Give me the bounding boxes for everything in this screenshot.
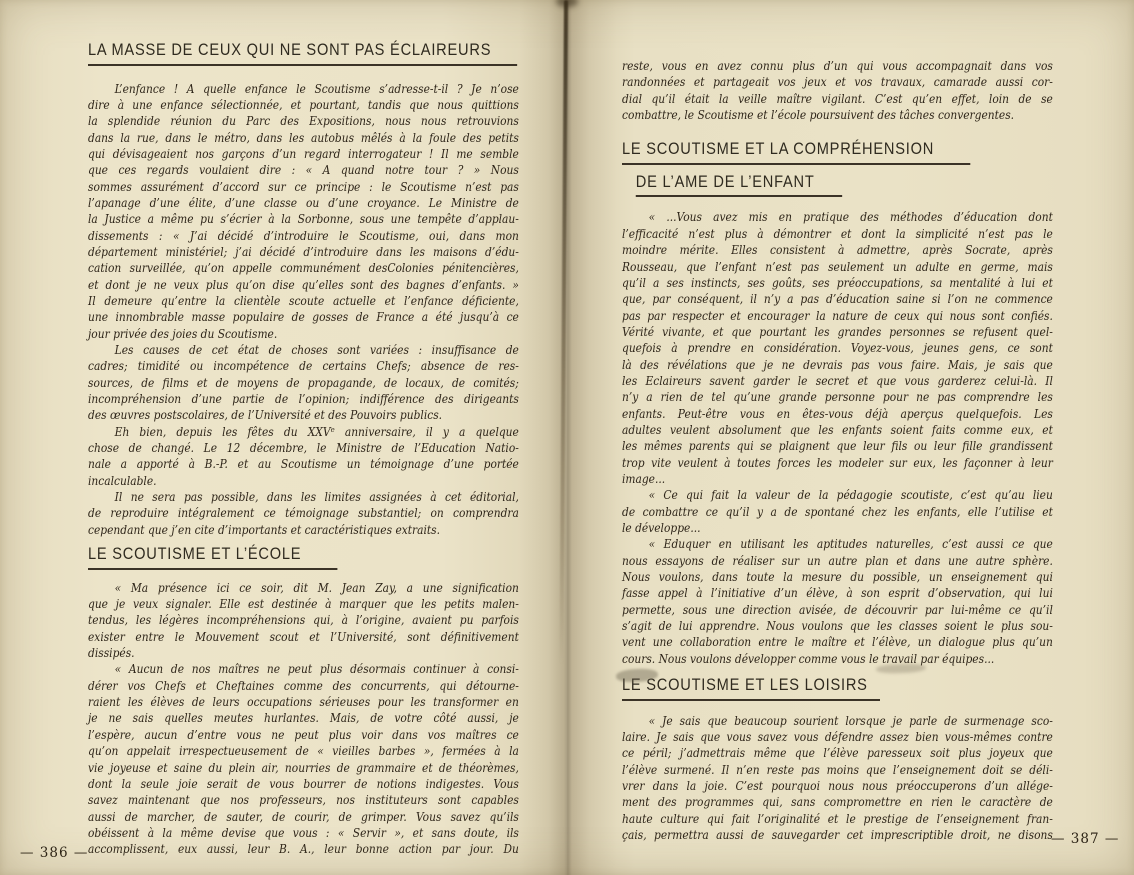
heading-line: DE L’AME DE L’ENFANT [636, 172, 842, 198]
text-line: qu’on appelait irrespectueusement de « vieilles barbes », fermées à la [88, 743, 519, 759]
text-line: je ne sais quelles meutes hurlantes. Mais, de votre côté aussi, je [88, 710, 519, 726]
text-line: çais, permettra aussi de sauvegarder cet imprescriptible droit, ne disons [622, 827, 1053, 843]
text-line: trop vite veulent à toutes forces les modeler sur eux, les façonner à leur [622, 454, 1053, 470]
text-line: incompréhension d’une partie de l’opinion; indifférence des dirigeants [88, 391, 519, 407]
text-line: adultes veulent absolument que les enfants soient faits comme eux, et [622, 421, 1053, 437]
text-line: Nous voulons, dans toute la mesure du possible, un enseignement qui [622, 569, 1053, 585]
text-line: dissipés. [88, 645, 135, 661]
text-line: des œuvres postscolaires, de l’Université et des Pouvoirs publics. [88, 407, 443, 423]
text-line: fasse appel à l’initiative d’un élève, à son esprit d’observation, qui lui [622, 585, 1053, 601]
text-line: « Je sais que beaucoup sourient lorsque je parle de surmenage sco- [648, 712, 1053, 728]
text-line: obéissent à la même devise que vous : « Servir », et sans doute, ils [88, 824, 519, 840]
page-number-left: — 386 — [20, 845, 89, 861]
text-line: nous essayons de réaliser sur un autre plan et dans une autre sphère. [622, 552, 1053, 568]
paragraph [88, 661, 519, 857]
paragraph [622, 713, 1053, 844]
text-line: dire à une enfance sélectionnée, et pourtant, tandis que nous quittions [88, 96, 519, 112]
text-line: L’enfance ! A quelle enfance le Scoutisme s’adresse-t-il ? Je n’ose [114, 80, 519, 96]
text-line: Il ne sera pas possible, dans les limites assignées à cet éditorial, [114, 489, 519, 505]
text-line: s’agit de lui apprendre. Nous voulons que les classes soient le plus sou- [622, 618, 1053, 634]
text-line: que, par conséquent, il n’y a pas d’éducation saine si l’on ne commence [622, 291, 1053, 307]
text-line: une innombrable masse populaire de gosses de France a été jusqu’à ce [88, 309, 519, 325]
book-page-right [567, 0, 1134, 875]
text-line: tendus, les légères incompréhensions qui, à l’origine, avaient pu parfois [88, 612, 519, 628]
text-line: vent une collaboration entre le maître et l’élève, un dialogue plus qu’un [622, 634, 1053, 650]
text-line: savez maintenant que nos professeurs, nos instituteurs sont capables [88, 792, 519, 808]
text-line: quefois à prendre en considération. Voyez-vous, jeunes gens, ce sont [622, 340, 1053, 356]
left-page-text [88, 40, 519, 858]
paragraph [622, 58, 1053, 123]
text-line: reste, vous en avez connu plus d’un qui vous accompagnait dans vos [622, 58, 1053, 73]
text-line: les mêmes parents qui se plaignent que leur fils ou leur fille grandissent [622, 438, 1053, 454]
text-line: « Aucun de nos maîtres ne peut plus désormais continuer à consi- [114, 661, 519, 677]
heading-line: LE SCOUTISME ET LA COMPRÉHENSION [622, 139, 970, 165]
text-line: randonnées et partageait vos jeux et vos travaux, camarade aussi cor- [622, 74, 1053, 90]
text-line: vrer dans la joie. C’est pourquoi nous nous préoccuperons d’un allége- [622, 778, 1053, 794]
text-line: « ...Vous avez mis en pratique des méthodes d’éducation dont [648, 209, 1053, 225]
paragraph [88, 81, 519, 343]
paragraph [622, 209, 1053, 487]
text-line: enfants. Peut-être vous en êtes-vous déjà aperçus quelquefois. Les [622, 405, 1053, 421]
text-line: haute culture qui fait l’originalité et le prestige de l’enseignement fran- [622, 810, 1053, 826]
text-line: Les causes de cet état de choses sont variées : insuffisance de [114, 342, 519, 358]
section-heading [88, 40, 519, 66]
text-line: ce péril; j’admettrais même que l’élève paresseux soit plus joyeux que [622, 745, 1053, 761]
heading-line: LE SCOUTISME ET LES LOISIRS [622, 675, 880, 701]
text-line: Il demeure qu’entre la clientèle scoute actuelle et l’enfance déficiente, [88, 293, 519, 309]
text-line: sources, de films et de moyens de propagande, de locaux, de comités; [88, 374, 519, 390]
paragraph [88, 424, 519, 489]
paragraph [88, 580, 519, 662]
text-line: ment des programmes qui, sans compromettre en rien le caractère de [622, 794, 1053, 810]
text-line: exister entre le Mouvement scout et l’Université, sont définitivement [88, 628, 519, 644]
text-line: accomplissent, eux aussi, leur B. A., leur bonne action par jour. Du [88, 841, 519, 857]
right-page-text [622, 58, 1053, 843]
text-line: cadres; timidité ou incompétence de certains Chefs; absence de res- [88, 358, 519, 374]
text-line: « Eduquer en utilisant les aptitudes naturelles, c’est aussi ce que [648, 536, 1053, 552]
text-line: le développe... [622, 520, 701, 535]
text-line: dérer vos Chefs et Cheftaines comme des concurrents, qui détourne- [88, 677, 519, 693]
text-line: combattre, le Scoutisme et l’école poursuivent des tâches convergentes. [622, 107, 1015, 123]
text-line: département ministériel; j’ai décidé d’introduire dans les maisons d’édu- [88, 243, 519, 259]
section-heading [622, 675, 1053, 701]
text-line: « Ce qui fait la valeur de la pédagogie scoutiste, c’est qu’au lieu [648, 487, 1053, 503]
text-line: les Eclaireurs savent garder le secret et que vous garderez celui-là. Il [622, 372, 1053, 388]
paragraph [88, 342, 519, 424]
section-heading [88, 544, 519, 570]
text-line: l’apanage d’une élite, d’une classe ou d’une croyance. Le Ministre de [88, 194, 519, 210]
text-line: jour privée des joies du Scoutisme. [88, 325, 278, 341]
text-line: pas par respecter et encourager la nature de ceux qui nous sont confiés. [622, 307, 1053, 323]
text-line: l’efficacité n’est plus à démontrer et dont la simplicité n’est pas le [622, 225, 1053, 241]
text-line: cours. Nous voulons développer comme vous le travail par équipes... [622, 650, 995, 666]
text-line: sommes assurément d’accord sur ce principe : le Scoutisme n’est pas [88, 178, 519, 194]
text-line: moindre mérite. Elles consistent à admettre, après Socrate, après [622, 242, 1053, 258]
text-line: permette, sous une direction avisée, de découvrir par lui-même ce qu’il [622, 601, 1053, 617]
text-line: dissements : « J’ai décidé d’introduire le Scoutisme, oui, dans mon [88, 227, 519, 243]
text-line: dans la rue, dans le métro, dans les autobus mêlés à la foule des petits [88, 129, 519, 145]
text-line: la splendide réunion du Parc des Expositions, nous nous retrouvions [88, 113, 519, 129]
text-line: Eh bien, depuis les fêtes du XXVᵉ anniversaire, il y a quelque [114, 423, 519, 439]
text-line: et dont je ne veux plus qu’on dise qu’elles sont des bagnes d’enfants. » [88, 276, 519, 292]
text-line: de combattre ce qu’il y a de spontané chez les enfants, elle l’utilise et [622, 503, 1053, 519]
text-line: chose de changé. Le 12 décembre, le Ministre de l’Education Natio- [88, 440, 519, 456]
paragraph [622, 487, 1053, 536]
text-line: de reproduire intégralement ce témoignage substantiel; on comprendra [88, 505, 519, 521]
paragraph [622, 536, 1053, 667]
text-line: « Ma présence ici ce soir, dit M. Jean Zay, a une signification [114, 579, 519, 595]
text-line: là des révélations que je ne devrais pas vous faire. Mais, je sais que [622, 356, 1053, 372]
text-line: cependant que j’en cite d’importants et caractéristiques extraits. [88, 521, 441, 537]
text-line: incalculable. [88, 472, 157, 488]
text-line: Vérité vivante, et que pourtant les grandes personnes se refusent quel- [622, 323, 1053, 339]
text-line: dont la seule joie serait de vous bourrer de notions indigestes. Vous [88, 775, 519, 791]
section-heading [622, 139, 1053, 197]
text-line: Rousseau, que l’enfant n’est pas seulement un adulte en germe, mais [622, 258, 1053, 274]
text-line: nale a apporté à B.-P. et au Scoutisme un témoignage d’une portée [88, 456, 519, 472]
text-line: l’élève surmené. Il n’en reste pas moins que l’enseignement doit se déli- [622, 761, 1053, 777]
text-line: la Justice a même pu s’écrier à la Sorbonne, sous une tempête d’applau- [88, 211, 519, 227]
text-line: vie joyeuse et saine du plein air, nourries de grammaire et de théorèmes, [88, 759, 519, 775]
text-line: qu’il a ses instincts, ses goûts, ses préoccupations, sa mentalité à lui et [622, 274, 1053, 290]
text-line: dial qu’il était la veille maître vigilant. C’est qu’en effet, loin de se [622, 90, 1053, 106]
paragraph [88, 489, 519, 538]
text-line: laire. Je sais que vous savez vous défendre assez bien vous-mêmes contre [622, 728, 1053, 744]
text-line: cation surveillée, qu’on appelle communément desColonies pénitencières, [88, 260, 519, 276]
heading-line: LA MASSE DE CEUX QUI NE SONT PAS ÉCLAIREURS [88, 40, 517, 66]
text-line: aussi de marcher, de sauter, de courir, de grimper. Vous savez qu’ils [88, 808, 519, 824]
heading-line: LE SCOUTISME ET L’ÉCOLE [88, 544, 337, 570]
text-line: raient les élèves de leurs occupations sérieuses pour les transformer en [88, 694, 519, 710]
text-line: qui dévisageaient nos garçons d’un regard interrogateur ! Il me semble [88, 145, 519, 161]
text-line: que ces regards voulaient dire : « A quand notre tour ? » Nous [88, 162, 519, 178]
text-line: l’espère, aucun d’entre vous ne peut plus voir dans vos maîtres ce [88, 726, 519, 742]
text-line: que je veux signaler. Elle est destinée à marquer que les petits malen- [88, 596, 519, 612]
text-line: image... [622, 470, 666, 486]
page-number-right: — 387 — [1051, 831, 1120, 847]
text-line: n’y a rien de tel qu’une grande personne pour ne pas comprendre les [622, 389, 1053, 405]
